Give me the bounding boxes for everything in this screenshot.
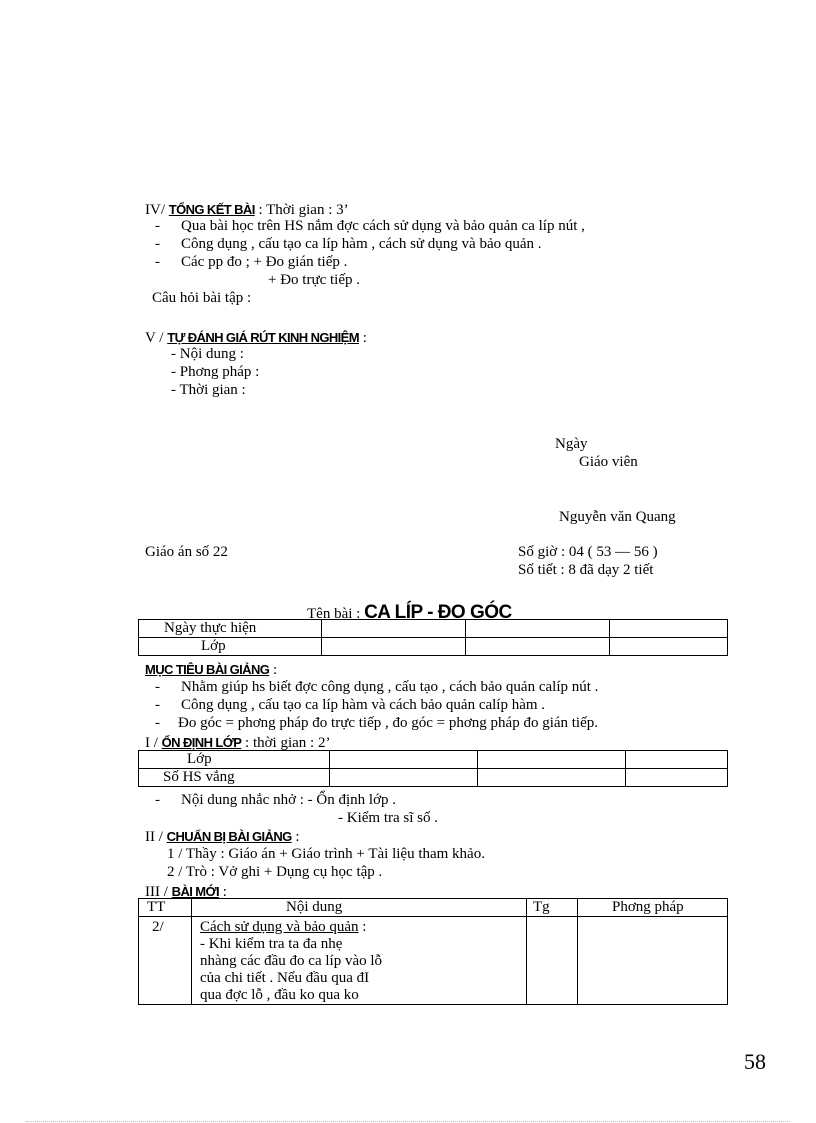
table-cell [330, 769, 478, 787]
lesson-hours: Số giờ : 04 ( 53 — 56 ) [518, 544, 658, 560]
section-iv-item-dash: - [155, 236, 160, 252]
reminder-line-1: Nội dung nhắc nhở : - Ổn định lớp . [181, 792, 397, 808]
objectives-item-dash: - [155, 697, 160, 713]
section-iii-heading: III / BÀI MỚI : [145, 884, 227, 900]
table-cell-label: Số HS vắng [139, 769, 330, 787]
table-cell-label: Lớp [139, 751, 330, 769]
section-ii-title: CHUẨN BỊ BÀI GIẢNG [166, 829, 292, 844]
table-cell-method [578, 917, 728, 1005]
table-cell-label: Ngày thực hiện [139, 620, 322, 638]
content-title-line: Cách sử dụng và bảo quản : [200, 919, 367, 935]
table-header-method: Phơng pháp [578, 899, 728, 917]
section-ii-item-1: 1 / Thầy : Giáo án + Giáo trình + Tài liệu tham khảo. [167, 846, 485, 862]
table-cell [466, 620, 610, 638]
table-cell-tg [527, 917, 578, 1005]
content-line: nhàng các đầu đo ca líp vào lỗ [200, 953, 383, 969]
table-cell [626, 769, 728, 787]
section-v-title: TỰ ĐÁNH GIÁ RÚT KINH NGHIỆM [167, 330, 359, 345]
section-ii-item-2: 2 / Trò : Vở ghi + Dụng cụ học tập . [167, 864, 383, 880]
table-header-content: Nội dung [192, 899, 527, 917]
objectives-title: MỤC TIÊU BÀI GIẢNG [145, 662, 270, 677]
objectives-item-2: Công dụng , cấu tạo ca líp hàm và cách bảo quản calíp hàm . [181, 697, 546, 713]
table-cell [478, 769, 626, 787]
table-cell [322, 638, 466, 656]
section-iv-item-1: Qua bài học trên HS nắm đợc cách sử dụng và bảo quản ca líp nút , [181, 218, 585, 234]
table-cell-label: Lớp [139, 638, 322, 656]
content-line: qua đợc lỗ , đầu ko qua ko [200, 987, 359, 1003]
objectives-item-1: Nhằm giúp hs biết đợc công dụng , cấu tạo , cách bảo quản calíp nút . [181, 679, 599, 695]
table-header-tt: TT [139, 899, 192, 917]
content-title: Cách sử dụng và bảo quản [200, 919, 359, 935]
section-iv-item-dash: - [155, 254, 160, 270]
signature-name: Nguyễn văn Quang [559, 509, 676, 525]
section-iv-item-2: Công dụng , cấu tạo ca líp hàm , cách sử dụng và bảo quản . [181, 236, 542, 252]
section-i-title: ỔN ĐỊNH LỚP [161, 735, 242, 750]
signature-date: Ngày [555, 436, 588, 452]
table-row [139, 769, 728, 787]
section-iv-heading: IV/ TỔNG KẾT BÀI : Thời gian : 3’ [145, 202, 349, 218]
section-ii-heading: II / CHUẨN BỊ BÀI GIẢNG : [145, 829, 300, 845]
page-number: 58 [744, 1049, 766, 1074]
section-i-heading: I / ỔN ĐỊNH LỚP : thời gian : 2’ [145, 735, 331, 751]
table-cell [610, 620, 728, 638]
objectives-item-3: Đo góc = phơng pháp đo trực tiếp , đo góc = phơng pháp đo gián tiếp. [178, 715, 599, 731]
table-cell [626, 751, 728, 769]
section-v-item-1: - Nội dung : [171, 346, 244, 362]
reminder-line-2: - Kiểm tra sĩ số . [338, 810, 438, 826]
table-cell [330, 751, 478, 769]
table-row [139, 917, 728, 1005]
content-line: - Khi kiểm tra ta đa nhẹ [200, 936, 343, 952]
objectives-item-dash: - [155, 679, 160, 695]
section-iv-item-dash: - [155, 218, 160, 234]
section-v-item-2: - Phơng pháp : [171, 364, 260, 380]
objectives-item-dash: - [155, 715, 160, 731]
section-iv-item-3: Các pp đo ; + Đo gián tiếp . [181, 254, 348, 270]
lesson-content-table [138, 898, 728, 1005]
section-iii-title: BÀI MỚI [171, 884, 219, 899]
lesson-periods: Số tiết : 8 đã dạy 2 tiết [518, 562, 654, 578]
attendance-table [138, 750, 728, 787]
page-bottom-rule [26, 1121, 790, 1122]
table-header-tg: Tg [527, 899, 578, 917]
table-row [139, 899, 728, 917]
table-cell-content [192, 917, 527, 1005]
section-iv-title: TỔNG KẾT BÀI [168, 202, 255, 217]
table-row [139, 638, 728, 656]
table-cell [478, 751, 626, 769]
table-row [139, 620, 728, 638]
section-iv-question: Câu hỏi bài tập : [152, 290, 252, 306]
schedule-table [138, 619, 728, 656]
table-row [139, 751, 728, 769]
table-cell-tt: 2/ [139, 917, 192, 1005]
objectives-heading: MỤC TIÊU BÀI GIẢNG : [145, 662, 278, 678]
section-iv-sub-item: + Đo trực tiếp . [268, 272, 360, 288]
content-line: của chi tiết . Nếu đầu qua đI [200, 970, 370, 986]
table-cell [322, 620, 466, 638]
lesson-number: Giáo án số 22 [145, 544, 228, 560]
lesson-title: CA LÍP - ĐO GÓC [364, 602, 512, 623]
signature-role: Giáo viên [579, 454, 638, 470]
reminder-dash: - [155, 792, 160, 808]
section-v-heading: V / TỰ ĐÁNH GIÁ RÚT KINH NGHIỆM : [145, 330, 367, 346]
table-cell [610, 638, 728, 656]
section-v-item-3: - Thời gian : [171, 382, 246, 398]
lesson-title-line: Tên bài : CA LÍP - ĐO GÓC [307, 602, 512, 623]
table-cell [466, 638, 610, 656]
